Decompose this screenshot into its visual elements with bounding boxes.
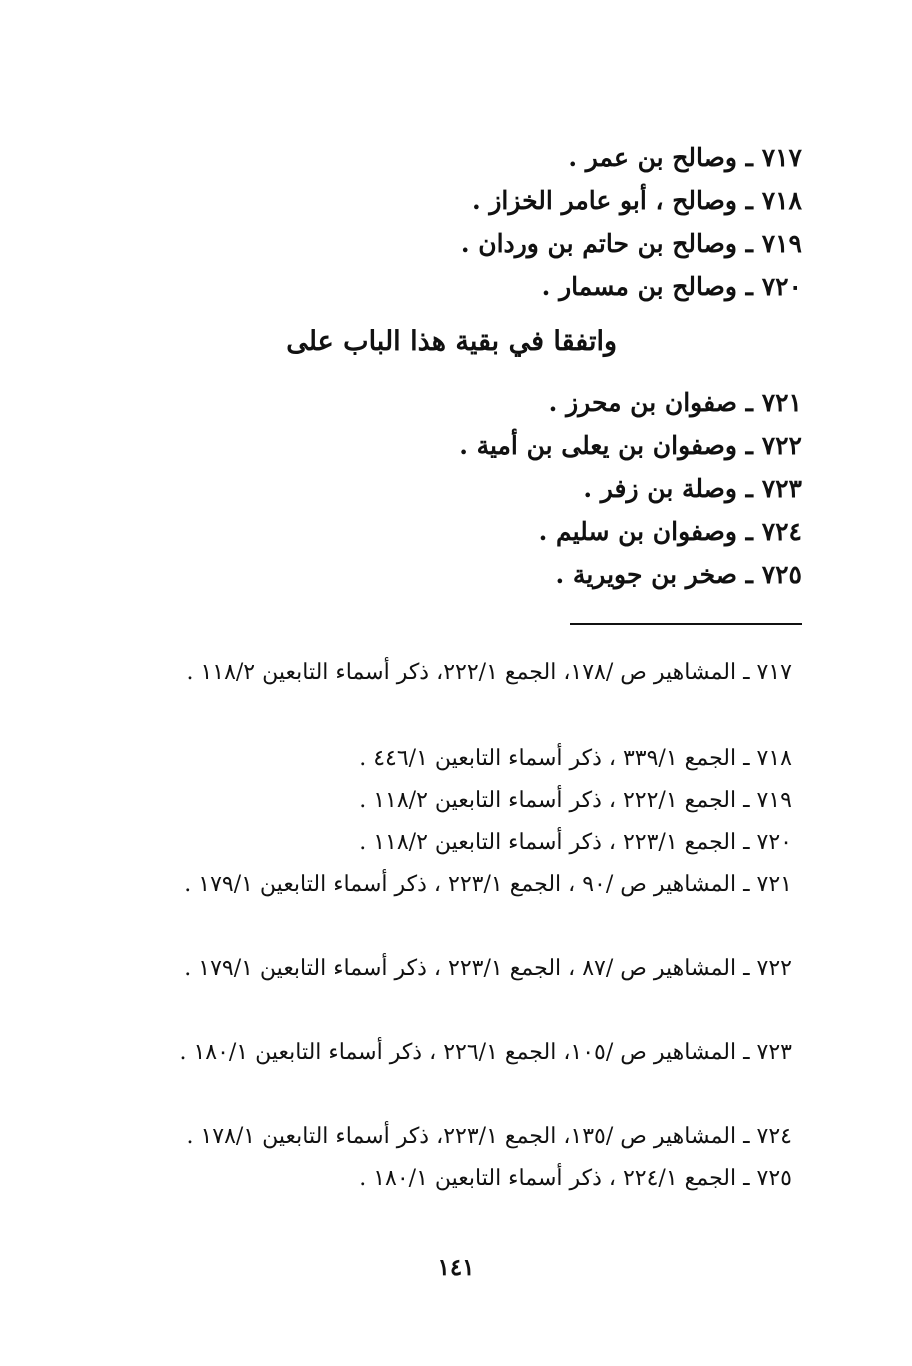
entry-721: ٧٢١ ـ صفوان بن محرز . — [548, 388, 802, 417]
entry-717: ٧١٧ ـ وصالح بن عمر . — [568, 143, 802, 172]
footnote-717: ٧١٧ ـ المشاهير ص /١٧٨، الجمع ٢٢٢/١، ذكر أسماء التابعين ١١٨/٢ . — [186, 660, 792, 685]
section-heading: واتفقا في بقية هذا الباب على — [286, 326, 617, 357]
footnote-721: ٧٢١ ـ المشاهير ص /٩٠ ، الجمع ٢٢٣/١ ، ذكر أسماء التابعين ١٧٩/١ . — [184, 872, 792, 897]
footnote-725: ٧٢٥ ـ الجمع ٢٢٤/١ ، ذكر أسماء التابعين ١٨٠/١ . — [359, 1166, 792, 1191]
footnote-722: ٧٢٢ ـ المشاهير ص /٨٧ ، الجمع ٢٢٣/١ ، ذكر أسماء التابعين ١٧٩/١ . — [184, 956, 792, 981]
footnote-divider — [570, 623, 802, 625]
footnote-723: ٧٢٣ ـ المشاهير ص /١٠٥، الجمع ٢٢٦/١ ، ذكر أسماء التابعين ١٨٠/١ . — [179, 1040, 792, 1065]
entry-722: ٧٢٢ ـ وصفوان بن يعلى بن أمية . — [459, 431, 802, 460]
entry-725: ٧٢٥ ـ صخر بن جويرية . — [555, 560, 802, 589]
footnote-719: ٧١٩ ـ الجمع ٢٢٢/١ ، ذكر أسماء التابعين ١١٨/٢ . — [359, 788, 792, 813]
entry-723: ٧٢٣ ـ وصلة بن زفر . — [583, 474, 802, 503]
entry-724: ٧٢٤ ـ وصفوان بن سليم . — [538, 517, 802, 546]
footnote-724: ٧٢٤ ـ المشاهير ص /١٣٥، الجمع ٢٢٣/١، ذكر أسماء التابعين ١٧٨/١ . — [186, 1124, 792, 1149]
entry-720: ٧٢٠ ـ وصالح بن مسمار . — [541, 272, 802, 301]
footnote-720: ٧٢٠ ـ الجمع ٢٢٣/١ ، ذكر أسماء التابعين ١١٨/٢ . — [359, 830, 792, 855]
entry-718: ٧١٨ ـ وصالح ، أبو عامر الخزاز . — [471, 186, 802, 215]
entry-719: ٧١٩ ـ وصالح بن حاتم بن وردان . — [460, 229, 802, 258]
footnote-718: ٧١٨ ـ الجمع ٣٣٩/١ ، ذكر أسماء التابعين ٤٤٦/١ . — [359, 746, 792, 771]
page-number: ١٤١ — [437, 1254, 475, 1281]
